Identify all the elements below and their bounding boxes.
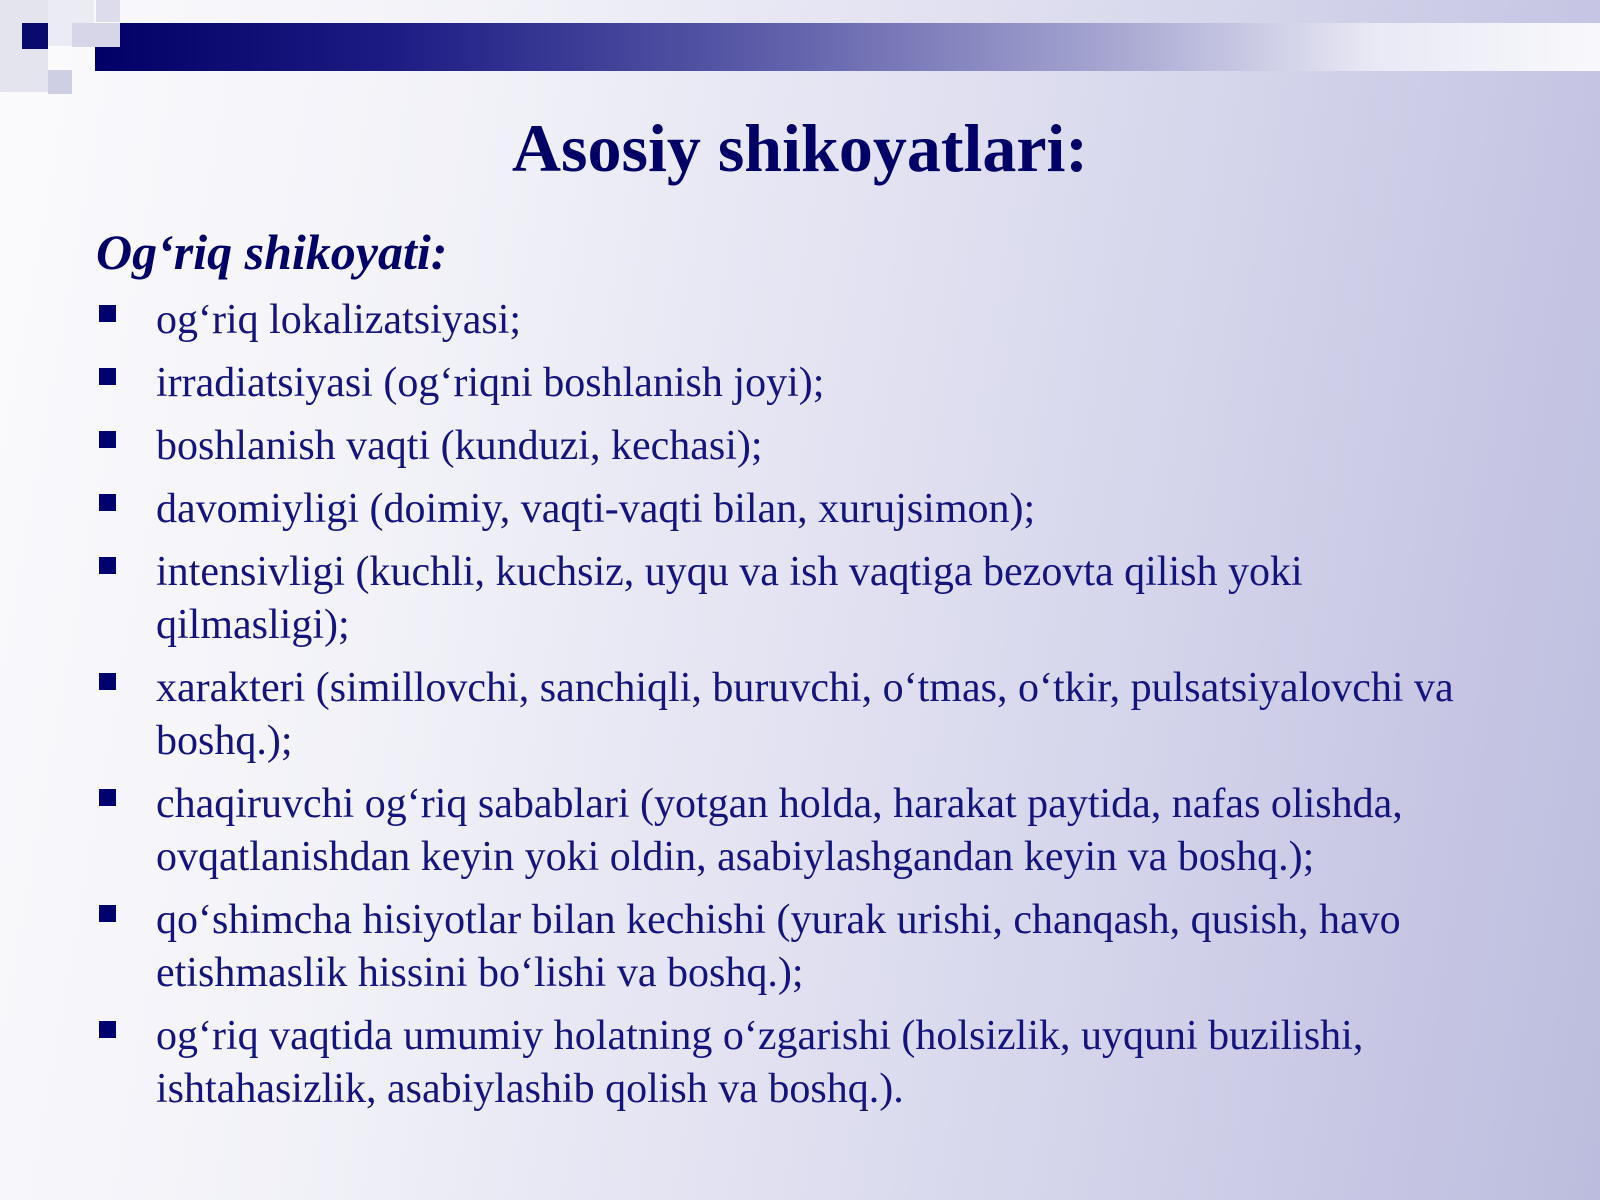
list-item-text: chaqiruvchi og‘riq sabablari (yotgan holda, harakat paytida, nafas olishda, ovqatlanishdan keyin yoki oldin, asabiylashgandan keyin va boshq.); xyxy=(156,781,1403,880)
list-item xyxy=(98,294,1498,347)
square-bullet-icon xyxy=(99,673,116,690)
square-bullet-icon xyxy=(99,494,116,511)
square-bullet-icon xyxy=(99,905,116,922)
list-item xyxy=(98,546,1498,652)
decor-square xyxy=(72,23,120,47)
list-item-text: og‘riq lokalizatsiyasi; xyxy=(156,297,522,343)
list-item-text: og‘riq vaqtida umumiy holatning o‘zgarishi (holsizlik, uyquni buzilishi, ishtahasizlik, asabiylashib qolish va boshq.). xyxy=(156,1013,1364,1112)
list-item-text: qo‘shimcha hisiyotlar bilan kechishi (yurak urishi, chanqash, qusish, havo etishmaslik hissini bo‘lishi va boshq.); xyxy=(156,897,1401,996)
square-bullet-icon xyxy=(99,789,116,806)
list-item-text: intensivligi (kuchli, kuchsiz, uyqu va ish vaqtiga bezovta qilish yoki qilmasligi); xyxy=(156,549,1303,648)
list-item xyxy=(98,357,1498,410)
decor-square-dark xyxy=(22,23,48,49)
list-item-text: irradiatsiyasi (og‘riqni boshlanish joyi); xyxy=(156,360,825,406)
complaint-list xyxy=(98,294,1498,1126)
header-gradient-band xyxy=(95,23,1600,71)
square-bullet-icon xyxy=(99,431,116,448)
list-item xyxy=(98,1010,1498,1116)
square-bullet-icon xyxy=(99,305,116,322)
list-item xyxy=(98,420,1498,473)
list-item xyxy=(98,483,1498,536)
list-item xyxy=(98,662,1498,768)
list-item-text: davomiyligi (doimiy, vaqti-vaqti bilan, xurujsimon); xyxy=(156,486,1036,532)
list-item-text: xarakteri (simillovchi, sanchiqli, buruvchi, o‘tmas, o‘tkir, pulsatsiyalovchi va boshq.); xyxy=(156,665,1454,764)
list-item xyxy=(98,894,1498,1000)
decor-square xyxy=(96,0,120,22)
square-bullet-icon xyxy=(99,368,116,385)
square-bullet-icon xyxy=(99,557,116,574)
slide-subtitle: Og‘riq shikoyati: xyxy=(96,224,448,280)
list-item-text: boshlanish vaqti (kunduzi, kechasi); xyxy=(156,423,763,469)
list-item xyxy=(98,778,1498,884)
slide-title: Asosiy shikoyatlari: xyxy=(511,110,1089,186)
decor-square xyxy=(48,70,72,94)
square-bullet-icon xyxy=(99,1021,116,1038)
